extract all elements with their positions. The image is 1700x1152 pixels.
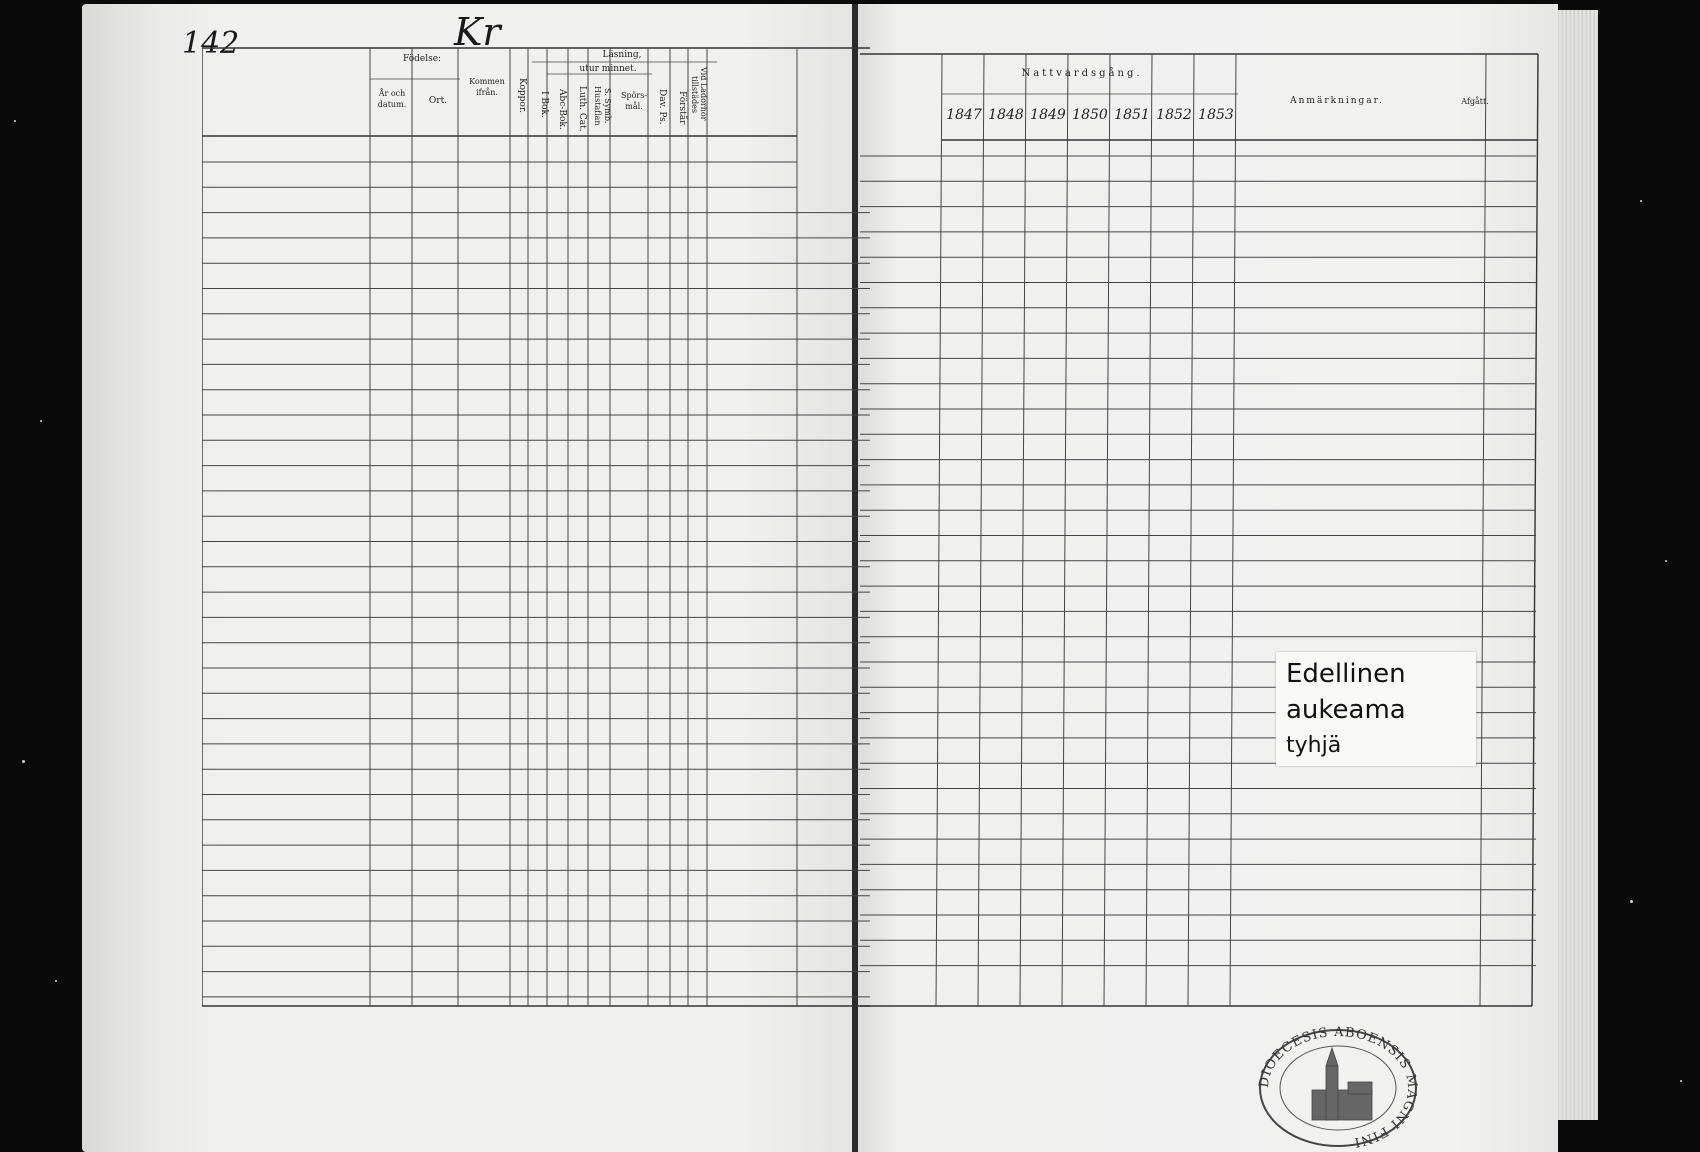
sticky-line-3: tyhjä bbox=[1286, 733, 1342, 758]
header-hustaflan: Hustaflan bbox=[593, 86, 602, 126]
year-header-1849: 1849 bbox=[1030, 107, 1066, 123]
header-utur-minnet: utur minnet. bbox=[579, 64, 637, 74]
sticky-line-2: aukeama bbox=[1286, 695, 1406, 725]
header-nattvardsgang: Nattvardsgång. bbox=[1021, 68, 1143, 79]
sticky-line-1: Edellinen bbox=[1286, 659, 1406, 689]
header-ort: Ort. bbox=[428, 96, 448, 106]
header-forstar: Förstår bbox=[677, 91, 687, 125]
header-koppor: Koppor. bbox=[517, 78, 527, 114]
header-sporsmal: Spörs-mål. bbox=[620, 91, 648, 111]
year-header-1853: 1853 bbox=[1198, 107, 1234, 123]
header-luth-cat: Luth. Cat. bbox=[577, 86, 587, 132]
header-anmarkningar: Anmärkningar. bbox=[1290, 96, 1384, 106]
header-symb: S. Symb. bbox=[603, 88, 612, 124]
right-register-table bbox=[860, 52, 1550, 1014]
header-i-bok: I Bok. bbox=[539, 90, 549, 118]
open-book bbox=[82, 4, 1614, 1152]
sticky-note bbox=[1276, 652, 1476, 766]
header-afgatt: Afgått. bbox=[1461, 97, 1489, 106]
year-header-1851: 1851 bbox=[1114, 107, 1150, 123]
archive-stamp-icon bbox=[1252, 1026, 1424, 1150]
header-dav-ps: Dav. Ps. bbox=[657, 89, 667, 125]
header-abc-bok: Abc-Bok. bbox=[557, 88, 567, 130]
header-kommen-ifran: Kommen ifrån. bbox=[469, 77, 505, 97]
year-header-1852: 1852 bbox=[1156, 107, 1192, 123]
year-header-1850: 1850 bbox=[1072, 107, 1108, 123]
header-ladorhor: Vid Ladorhör tillstädes bbox=[690, 67, 708, 121]
page-letter: Kr bbox=[454, 10, 501, 54]
year-header-1847: 1847 bbox=[946, 107, 982, 123]
left-register-table bbox=[202, 44, 870, 1014]
page-edges bbox=[1558, 10, 1598, 1120]
header-lasning: Läsning, bbox=[602, 50, 642, 60]
header-ar-datum: År och datum. bbox=[377, 89, 407, 109]
page-number: 142 bbox=[182, 26, 240, 61]
svg-text:DIOECESIS ABOENSIS MAGNI FINI: DIOECESIS ABOENSIS MAGNI FINI bbox=[1256, 1026, 1420, 1150]
year-header-1848: 1848 bbox=[988, 107, 1024, 123]
header-fodelse: Födelse: bbox=[402, 54, 442, 64]
